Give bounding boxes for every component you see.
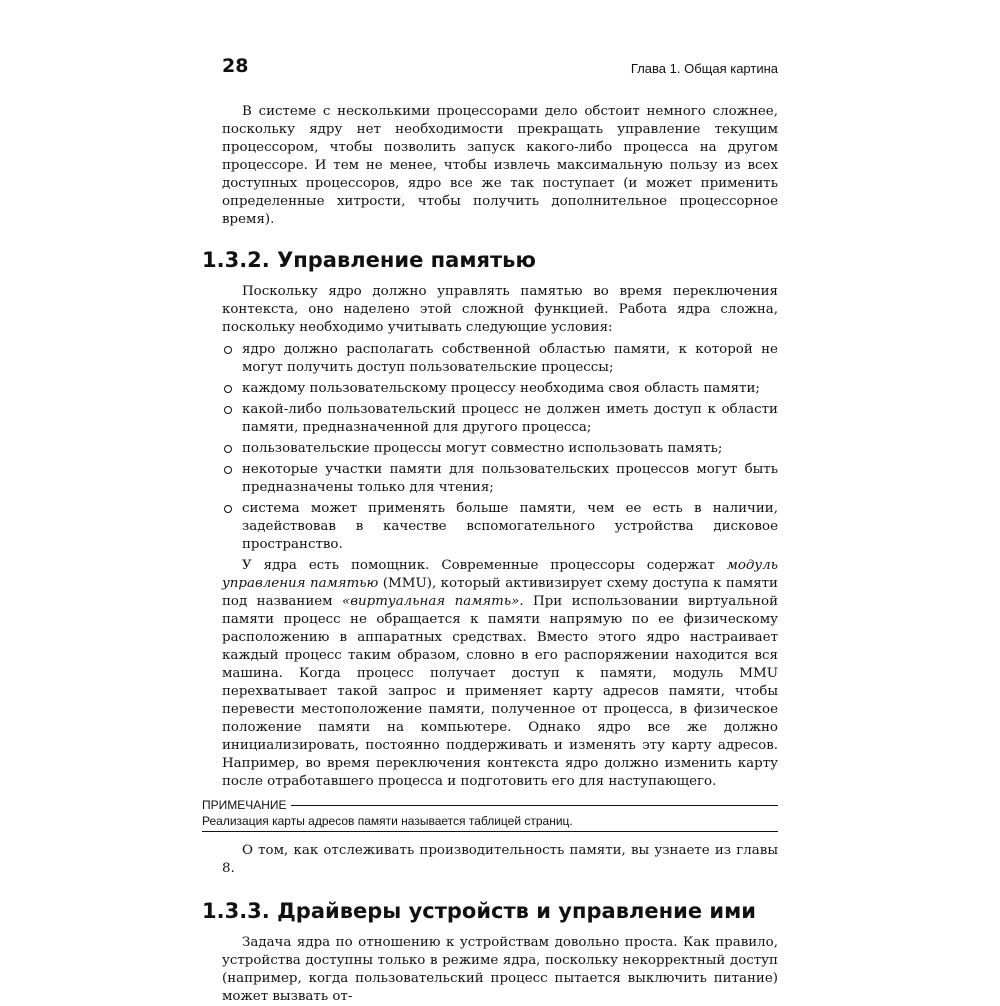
list-item: [222, 341, 778, 377]
list-item-text: пользовательские процессы могут совместно использовать память;: [242, 441, 723, 456]
virtual-memory-term: «виртуальная память»: [342, 594, 520, 609]
bullet-circle-icon: [224, 346, 232, 354]
list-item: [222, 461, 778, 497]
list-item: [222, 440, 778, 458]
mmu-paragraph: [222, 557, 778, 791]
bullet-circle-icon: [224, 406, 232, 414]
page-number: 28: [222, 55, 249, 77]
section-heading-1-3-2: 1.3.2. Управление памятью: [202, 248, 536, 272]
list-item-text: ядро должно располагать собственной областью памяти, к которой не могут получить доступ пользовательские процессы;: [242, 342, 778, 375]
list-item: [222, 380, 778, 398]
list-item-text: система может применять больше памяти, чем ее есть в наличии, задействовав в качестве вспомогательного устройства дисковое пространство.: [242, 501, 778, 552]
running-head-chapter: Глава 1. Общая картина: [630, 61, 778, 76]
bullet-circle-icon: [224, 505, 232, 513]
list-item-text: некоторые участки памяти для пользовательских процессов могут быть предназначены только для чтения;: [242, 462, 778, 495]
note-text: Реализация карты адресов памяти называется таблицей страниц.: [202, 813, 778, 832]
note-rule-divider: [291, 805, 778, 806]
conditions-list: [222, 341, 778, 554]
bullet-circle-icon: [224, 445, 232, 453]
section-heading-1-3-3: 1.3.3. Драйверы устройств и управление ими: [202, 899, 756, 923]
note-box: [202, 797, 778, 832]
list-item: [222, 500, 778, 554]
list-item-text: какой-либо пользовательский процесс не должен иметь доступ к области памяти, предназначенной для другого процесса;: [242, 402, 778, 435]
bullet-circle-icon: [224, 385, 232, 393]
note-header: [202, 797, 778, 813]
bullet-circle-icon: [224, 466, 232, 474]
note-label: ПРИМЕЧАНИЕ: [202, 798, 287, 812]
mmu-paragraph-part2: (MMU), который активизирует схему доступа к памяти под названием: [222, 576, 778, 609]
mmu-term: модуль управления памятью: [222, 558, 778, 591]
book-page: [202, 55, 778, 1006]
list-item-text: каждому пользовательскому процессу необходима своя область памяти;: [242, 381, 760, 396]
section-133-lead-paragraph: Задача ядра по отношению к устройствам довольно проста. Как правило, устройства доступны только в режиме ядра, поскольку некорректный доступ (например, когда пользовательский процесс пытается выключить питание) может вызвать от-: [222, 935, 778, 1004]
mmu-paragraph-part1: У ядра есть помощник. Современные процессоры содержат: [242, 558, 727, 573]
section-lead-paragraph: Поскольку ядро должно управлять памятью во время переключения контекста, оно наделено этой сложной функцией. Работа ядра сложна, поскольку необходимо учитывать следующие условия:: [222, 284, 778, 335]
after-note-paragraph: О том, как отслеживать производительность памяти, вы узнаете из главы 8.: [222, 843, 778, 876]
list-item: [222, 401, 778, 437]
mmu-paragraph-part3: . При использовании виртуальной памяти процесс не обращается к памяти напрямую по ее физическому расположению в аппаратных средствах. Вместо этого ядро настраивает каждый процесс таким образом, словно в его распоряжении находится вся машина. Когда процесс получает доступ к памяти, модуль MMU перехватывает такой запрос и применяет карту адресов памяти, чтобы перевести местоположение памяти, полученное от процесса, в физическое положение памяти на компьютере. Однако ядро все же должно инициализировать, постоянно поддерживать и изменять эту карту адресов. Например, во время переключения контекста ядро должно изменить карту после отработавшего процесса и подготовить его для наступающего.: [222, 594, 778, 789]
page-header: [222, 55, 778, 83]
intro-paragraph: В системе с несколькими процессорами дело обстоит немного сложнее, поскольку ядру нет необходимости прекращать управление текущим процессором, чтобы позволить запуск какого-либо процесса на другом процессоре. И тем не менее, чтобы извлечь максимальную пользу из всех доступных процессоров, ядро все же так поступает (и может применить определенные хитрости, чтобы получить дополнительное процессорное время).: [222, 104, 778, 227]
